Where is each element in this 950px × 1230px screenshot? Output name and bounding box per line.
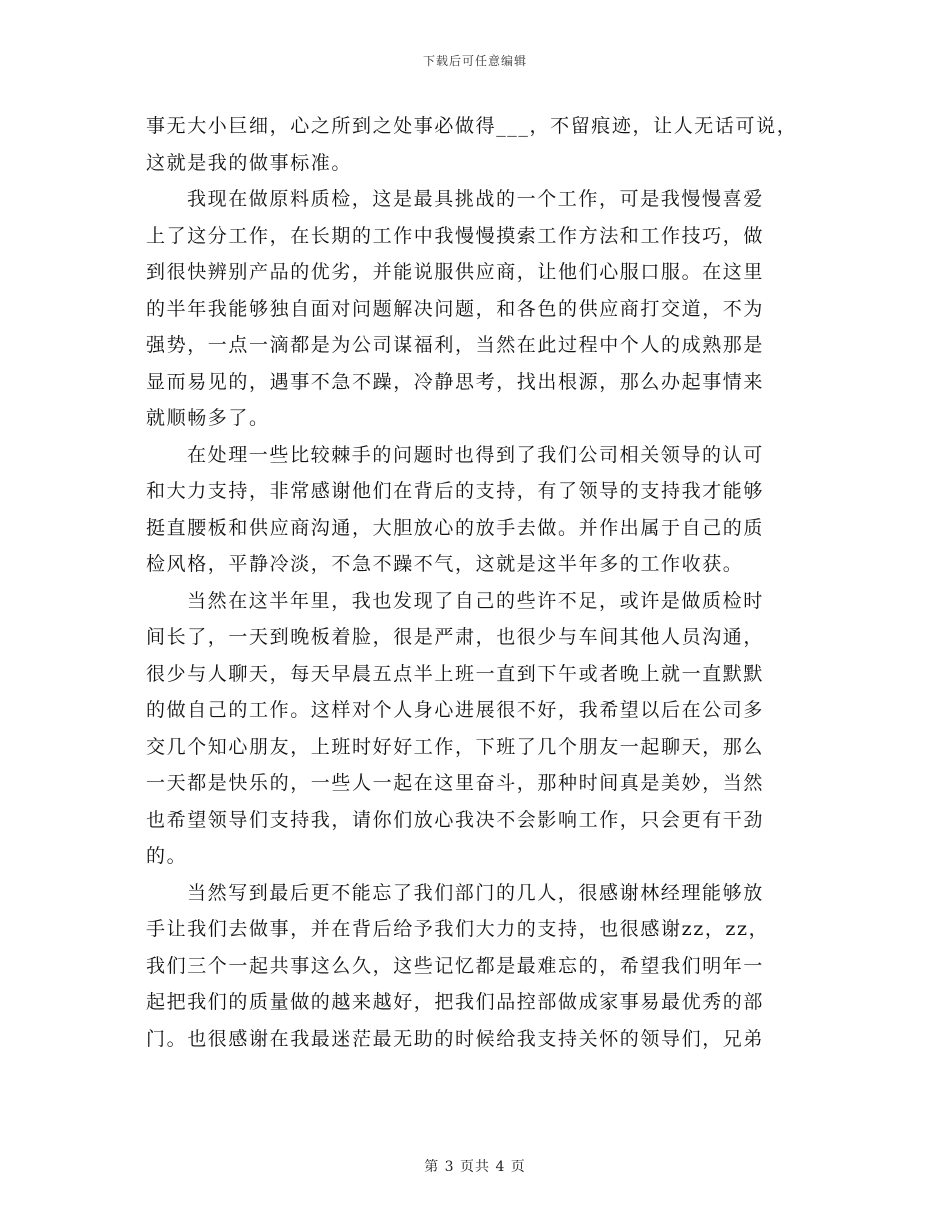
text-line: 上了这分工作，在长期的工作中我慢慢摸索工作方法和工作技巧，做 [146,224,765,247]
text-line: 起把我们的质量做的越来越好，把我们品控部做成家事易最优秀的部 [146,991,765,1013]
text-line: 这就是我的做事标准。 [146,151,353,174]
text-line: 的做自己的工作。这样对个人身心进展很不好，我希望以后在公司多 [146,699,765,721]
text-line: 检风格，平静冷淡，不急不躁不气，这就是这半年多的工作收获。 [146,553,744,575]
text-line: 也希望领导们支持我，请你们放心我决不会影响工作，只会更有干劲 [146,808,765,831]
text-line: 挺直腰板和供应商沟通，大胆放心的放手去做。并作出属于自己的质 [146,516,765,539]
text-line: 的半年我能够独自面对问题解决问题，和各色的供应商打交道，不为 [146,297,765,320]
text-line: 很少与人聊天，每天早晨五点半上班一直到下午或者晚上就一直默默 [146,662,765,685]
text-line: 事无大小巨细，心之所到之处事必做得___，不留痕迹，让人无话可说， [146,115,798,137]
text-line: 在处理一些比较棘手的问题时也得到了我们公司相关领导的认可 [187,443,764,466]
text-line: 一天都是快乐的，一些人一起在这里奋斗，那种时间真是美妙，当然 [146,772,765,794]
text-line: 就顺畅多了。 [146,407,270,429]
text-line: 强势，一点一滴都是为公司谋福利，当然在此过程中个人的成熟那是 [146,334,765,356]
page-header: 下载后可任意编辑 [422,54,527,68]
text-line: 当然在这半年里，我也发现了自己的些许不足，或许是做质检时 [187,589,764,612]
text-line: 到很快辨别产品的优劣，并能说服供应商，让他们心服口服。在这里 [146,261,765,283]
text-line: 门。也很感谢在我最迷茫最无助的时候给我支持关怀的领导们，兄弟 [146,1027,765,1050]
text-line: 显而易见的，遇事不急不躁，冷静思考，找出根源，那么办起事情来 [146,370,765,393]
text-line: 我们三个一起共事这么久，这些记忆都是最难忘的，希望我们明年一 [146,954,765,977]
text-line: 当然写到最后更不能忘了我们部门的几人，很感谢林经理能够放 [187,881,764,904]
text-line: 我现在做原料质检，这是最具挑战的一个工作，可是我慢慢喜爱 [187,188,764,210]
text-line: 间长了，一天到晚板着脸，很是严肃，也很少与车间其他人员沟通， [146,626,765,648]
text-line: 手让我们去做事，并在背后给予我们大力的支持，也很感谢zz，zz， [146,918,770,940]
text-line: 和大力支持，非常感谢他们在背后的支持，有了领导的支持我才能够 [146,480,765,502]
text-line: 交几个知心朋友，上班时好好工作，下班了几个朋友一起聊天，那么 [146,735,765,758]
page-footer: 第 3 页共 4 页 [424,1159,526,1175]
text-line: 的。 [146,845,188,867]
document-body [146,108,806,1057]
